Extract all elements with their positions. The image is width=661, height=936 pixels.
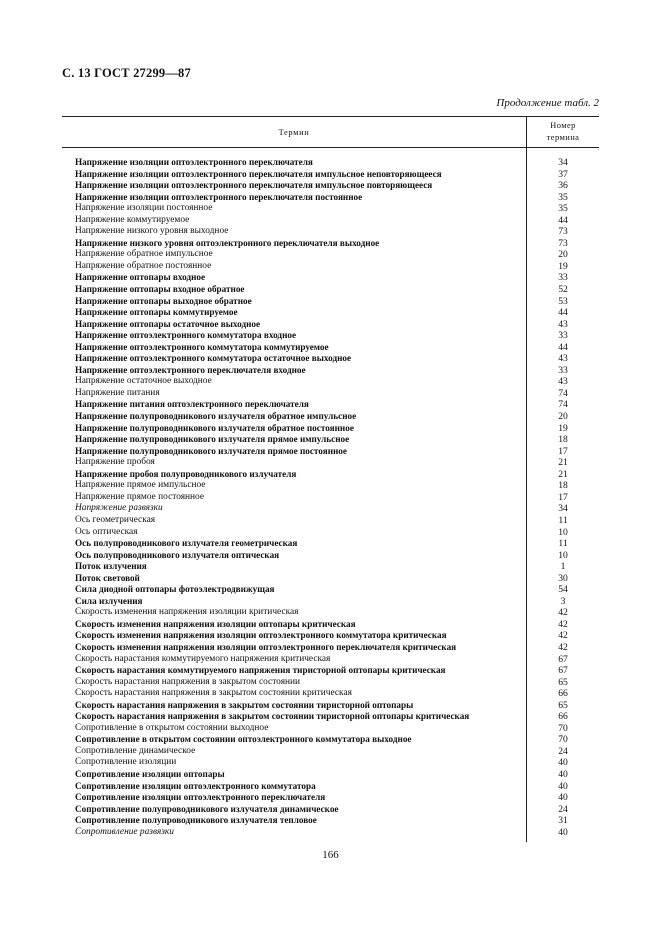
term-number: 40 [558,792,568,804]
term-text: Ось полупроводникового излучателя оптическая [75,549,280,560]
table-row [62,665,599,677]
term-number: 24 [558,803,568,815]
table-row [62,561,599,573]
table-row [62,446,599,458]
table-row [62,272,599,284]
term-column-header: Термин [278,127,310,137]
table-row [62,307,599,319]
term-number: 40 [558,780,568,792]
term-number: 17 [558,491,568,503]
table-row [62,457,599,469]
term-number: 35 [558,191,568,203]
term-text: Напряжение оптопары входное [75,272,206,283]
term-text: Напряжение полупроводникового излучателя обратное постоянное [75,422,354,433]
term-number: 42 [558,630,568,642]
term-number: 19 [558,260,568,272]
term-number: 70 [558,722,568,734]
table-row [62,723,599,735]
term-text: Ось геометрическая [75,514,156,525]
term-text: Напряжение оптопары выходное обратное [75,295,252,306]
term-text: Напряжение обратное постоянное [75,260,212,271]
term-number: 34 [558,157,568,168]
term-number: 43 [558,353,568,365]
table-row [62,411,599,423]
term-number: 35 [558,203,568,215]
term-text: Напряжение оптоэлектронного коммутатора остаточное выходное [75,353,352,364]
table-continuation-label: Продолжение табл. 2 [496,97,599,109]
term-text: Напряжение низкого уровня выходное [75,226,229,237]
term-number: 34 [558,503,568,515]
term-text: Скорость нарастания напряжения в закрытом состоянии критическая [75,688,352,699]
term-text: Сопротивление изоляции оптоэлектронного коммутатора [75,780,316,791]
table-row [62,573,599,585]
table-row [62,353,599,365]
table-row [62,804,599,816]
number-header-line1: Номер [550,120,576,130]
table-row [62,827,599,839]
term-number: 33 [558,364,568,376]
term-text: Напряжение изоляции оптоэлектронного переключателя импульсное повторяющееся [75,180,433,191]
term-number: 1 [560,561,566,573]
table-row [62,376,599,388]
table-row [62,584,599,596]
term-text: Скорость нарастания напряжения в закрытом состоянии тиристорной оптопары критическая [75,711,470,722]
table-row [62,215,599,227]
term-text: Напряжение прямое импульсное [75,480,206,491]
term-number: 24 [558,745,568,757]
term-text: Скорость нарастания коммутируемого напряжения критическая [75,653,331,664]
term-number: 42 [558,607,568,619]
table-row [62,399,599,411]
term-number: 17 [558,445,568,457]
table-row [62,688,599,700]
term-number: 10 [558,526,568,538]
term-text: Сила излучения [75,595,143,606]
term-number: 21 [558,457,568,469]
term-text: Скорость изменения напряжения изоляции оптоэлектронного коммутатора критическая [75,630,447,641]
table-row [62,538,599,550]
term-text: Напряжение полупроводникового излучателя обратное импульсное [75,411,357,422]
term-text: Напряжение оптопары остаточное выходное [75,318,261,329]
term-text: Скорость нарастания напряжения в закрытом состоянии [75,676,301,687]
term-text: Сопротивление в открытом состоянии выходное [75,722,269,733]
term-text: Скорость изменения напряжения изоляции критическая [75,607,299,618]
term-number: 40 [558,757,568,769]
term-text: Ось полупроводникового излучателя геометрическая [75,538,298,549]
term-number: 10 [558,549,568,561]
table-row [62,261,599,273]
term-text: Поток излучения [75,561,147,572]
term-number: 65 [558,699,568,711]
table-row [62,492,599,504]
table-row [62,711,599,723]
table-body [62,148,599,838]
term-text: Напряжение оптоэлектронного коммутатора коммутируемое [75,341,329,352]
term-number: 43 [558,318,568,330]
term-number: 44 [558,307,568,319]
term-text: Напряжение низкого уровня оптоэлектронного переключателя выходное [75,237,380,248]
term-text: Сопротивление полупроводникового излучателя динамическое [75,803,339,814]
table-row [62,319,599,331]
term-text: Напряжение изоляции оптоэлектронного переключателя [75,157,313,167]
term-number: 74 [558,387,568,399]
term-number: 73 [558,237,568,249]
table-row [62,815,599,827]
term-text: Напряжение полупроводникового излучателя прямое постоянное [75,445,347,456]
term-text: Напряжение пробоя полупроводникового излучателя [75,468,297,479]
document-header: С. 13 ГОСТ 27299—87 [62,66,191,80]
table-row [62,480,599,492]
table-row [62,607,599,619]
table-row [62,423,599,435]
term-text: Ось оптическая [75,526,138,537]
table-row [62,550,599,562]
term-text: Напряжение коммутируемое [75,214,190,225]
term-text: Поток световой [75,572,140,583]
term-number: 18 [558,480,568,492]
terms-table [62,116,599,838]
table-row [62,469,599,481]
term-number: 36 [558,180,568,192]
table-row [62,180,599,192]
table-row [62,734,599,746]
table-row [62,296,599,308]
term-text: Скорость изменения напряжения изоляции оптоэлектронного переключателя критическая [75,641,457,652]
table-row [62,238,599,250]
term-text: Сопротивление изоляции оптопары [75,768,225,779]
term-text: Напряжение изоляции оптоэлектронного переключателя импульсное неповторяющееся [75,168,442,179]
term-number: 43 [558,376,568,388]
term-number: 44 [558,341,568,353]
term-text: Напряжение питания оптоэлектронного переключателя [75,399,309,410]
term-text: Напряжение полупроводникового излучателя прямое импульсное [75,434,350,445]
term-text: Напряжение оптопары входное обратное [75,284,245,295]
term-number: 65 [558,676,568,688]
table-row [62,642,599,654]
table-row [62,169,599,181]
table-row [62,792,599,804]
term-number: 73 [558,226,568,238]
term-number: 54 [558,584,568,596]
table-row [62,226,599,238]
table-row [62,342,599,354]
term-number: 18 [558,434,568,446]
term-number: 33 [558,330,568,342]
number-header-line2: термина [546,132,580,142]
table-row [62,757,599,769]
term-text: Напряжение развязки [75,503,163,514]
term-number: 3 [560,595,566,607]
term-text: Напряжение питания [75,387,160,398]
table-row [62,654,599,666]
term-text: Напряжение оптоэлектронного коммутатора входное [75,330,297,341]
term-number: 66 [558,711,568,723]
table-row [62,434,599,446]
term-text: Напряжение изоляции оптоэлектронного переключателя постоянное [75,191,363,202]
table-header [62,116,599,148]
term-text: Напряжение пробоя [75,457,155,468]
table-row [62,700,599,712]
term-number: 67 [558,665,568,677]
term-number: 30 [558,572,568,584]
term-number: 11 [558,538,568,550]
table-row [62,330,599,342]
table-row [62,677,599,689]
table-row [62,249,599,261]
table-row [62,746,599,758]
table-row [62,192,599,204]
table-row [62,388,599,400]
term-number: 67 [558,653,568,665]
term-text: Напряжение остаточное выходное [75,376,212,387]
term-number: 40 [558,768,568,780]
term-text: Напряжение обратное импульсное [75,249,213,260]
term-text: Скорость нарастания напряжения в закрытом состоянии тиристорной оптопары [75,699,414,710]
term-text: Скорость изменения напряжения изоляции оптопары критическая [75,618,356,629]
table-row [62,596,599,608]
term-text: Сопротивление развязки [75,826,174,837]
table-row [62,203,599,215]
term-text: Сопротивление в открытом состоянии оптоэлектронного коммутатора выходное [75,734,412,745]
term-text: Напряжение оптоэлектронного переключателя входное [75,364,306,375]
term-number: 20 [558,411,568,423]
table-row [62,157,599,169]
table-row [62,503,599,515]
term-text: Напряжение изоляции постоянное [75,203,213,214]
term-number: 20 [558,249,568,261]
table-row [62,284,599,296]
table-row [62,769,599,781]
term-text: Сопротивление динамическое [75,745,196,756]
term-number: 37 [558,168,568,180]
term-text: Сопротивление полупроводникового излучателя тепловое [75,815,317,826]
term-text: Сила диодной оптопары фотоэлектродвижущая [75,584,275,595]
table-row [62,619,599,631]
table-row [62,515,599,527]
term-text: Сопротивление изоляции оптоэлектронного переключателя [75,792,326,803]
term-number: 44 [558,214,568,226]
term-number: 53 [558,295,568,307]
term-text: Напряжение прямое постоянное [75,491,205,502]
term-number: 11 [558,514,568,526]
term-number: 74 [558,399,568,411]
page-number: 166 [322,849,339,861]
table-row [62,365,599,377]
term-number: 52 [558,284,568,296]
term-number: 33 [558,272,568,284]
number-column-header [527,119,599,143]
term-number: 70 [558,734,568,746]
term-number: 19 [558,422,568,434]
term-number: 66 [558,688,568,700]
term-number: 40 [558,826,568,838]
term-number: 21 [558,468,568,480]
term-number: 31 [558,815,568,827]
term-text: Сопротивление изоляции [75,757,177,768]
table-row [62,781,599,793]
term-number: 42 [558,641,568,653]
term-number: 42 [558,618,568,630]
term-text: Напряжение оптопары коммутируемое [75,307,238,318]
table-row [62,527,599,539]
term-text: Скорость нарастания коммутируемого напряжения тиристорной оптопары критическая [75,665,446,676]
table-row [62,630,599,642]
